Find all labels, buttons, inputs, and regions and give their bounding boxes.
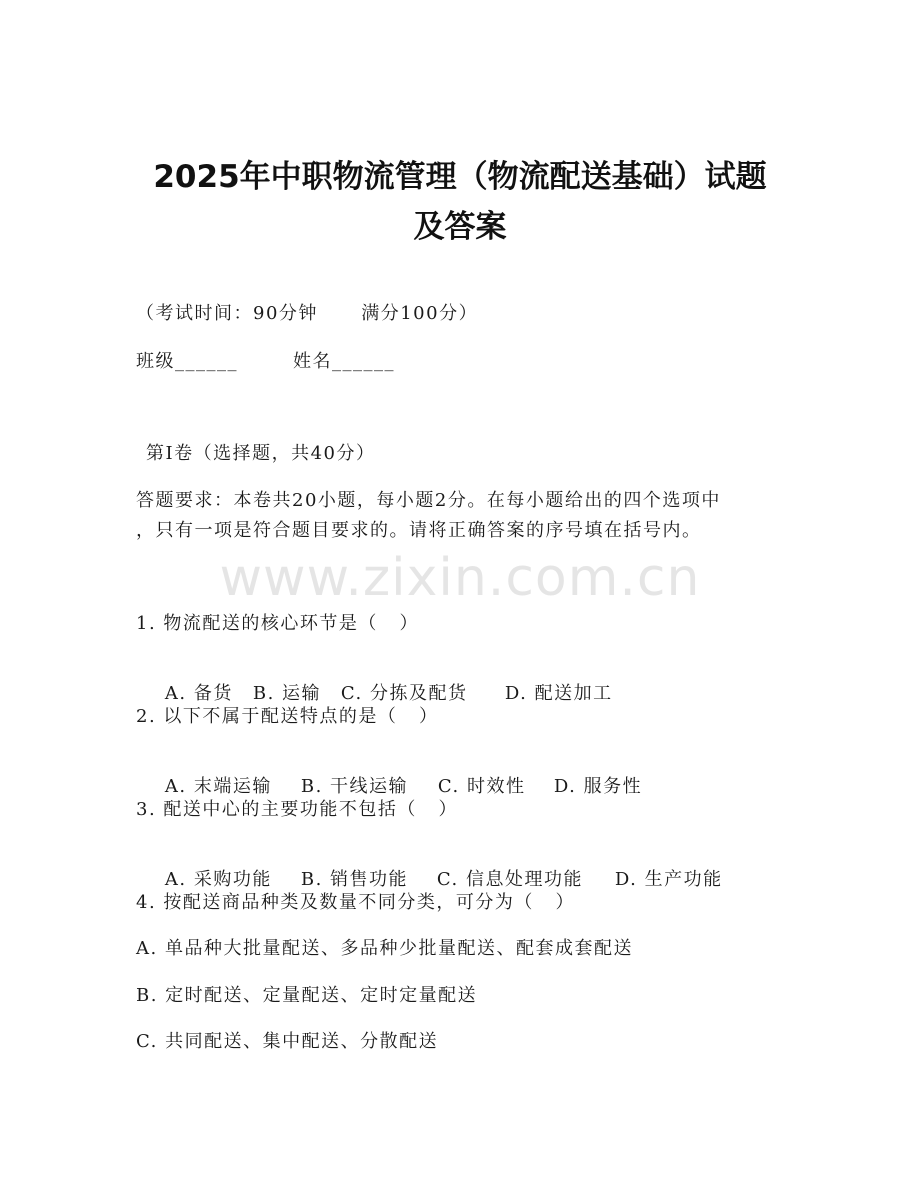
question-2-stem: 2. 以下不属于配送特点的是（ ） (136, 706, 439, 727)
question-3-option-b: B. 销售功能 (300, 869, 409, 890)
name-field-label: 姓名______ (293, 351, 395, 372)
question-1-option-c: C. 分拣及配货 (340, 683, 468, 704)
instructions-line-1: 答题要求：本卷共20小题，每小题2分。在每小题给出的四个选项中 (136, 490, 721, 511)
question-3-option-d: D. 生产功能 (614, 869, 723, 890)
question-1-option-b: B. 运输 (252, 683, 322, 704)
question-3-option-c: C. 信息处理功能 (436, 869, 583, 890)
watermark: www.zixin.com.cn (219, 548, 701, 608)
instructions-line-2: ，只有一项是符合题目要求的。请将正确答案的序号填在括号内。 (136, 520, 702, 541)
question-1-option-a: A. 备货 (164, 683, 233, 704)
student-info-row (136, 350, 395, 374)
question-2-option-b: B. 干线运输 (300, 776, 409, 797)
question-2-option-c: C. 时效性 (437, 776, 526, 797)
question-4-option-a: A. 单品种大批量配送、多品种少批量配送、配套成套配送 (136, 938, 633, 959)
question-1-stem: 1. 物流配送的核心环节是（ ） (136, 613, 420, 634)
question-4-option-c: C. 共同配送、集中配送、分散配送 (136, 1031, 439, 1052)
question-1-option-d: D. 配送加工 (504, 683, 613, 704)
class-field-label: 班级______ (136, 351, 238, 372)
question-2-option-d: D. 服务性 (553, 776, 643, 797)
question-3-option-a: A. 采购功能 (164, 869, 272, 890)
question-4-option-b: B. 定时配送、定量配送、定时定量配送 (136, 985, 478, 1006)
question-4-stem: 4. 按配送商品种类及数量不同分类，可分为（ ） (136, 892, 576, 913)
title-line-2: 及答案 (413, 209, 507, 245)
exam-info: （考试时间：90分钟 满分100分） (136, 303, 479, 324)
document-title (60, 152, 860, 252)
title-line-1: 2025年中职物流管理（物流配送基础）试题 (153, 159, 767, 195)
section-heading: 第Ⅰ卷（选择题，共40分） (146, 443, 376, 464)
question-2-option-a: A. 末端运输 (164, 776, 272, 797)
question-3-stem: 3. 配送中心的主要功能不包括（ ） (136, 799, 459, 820)
